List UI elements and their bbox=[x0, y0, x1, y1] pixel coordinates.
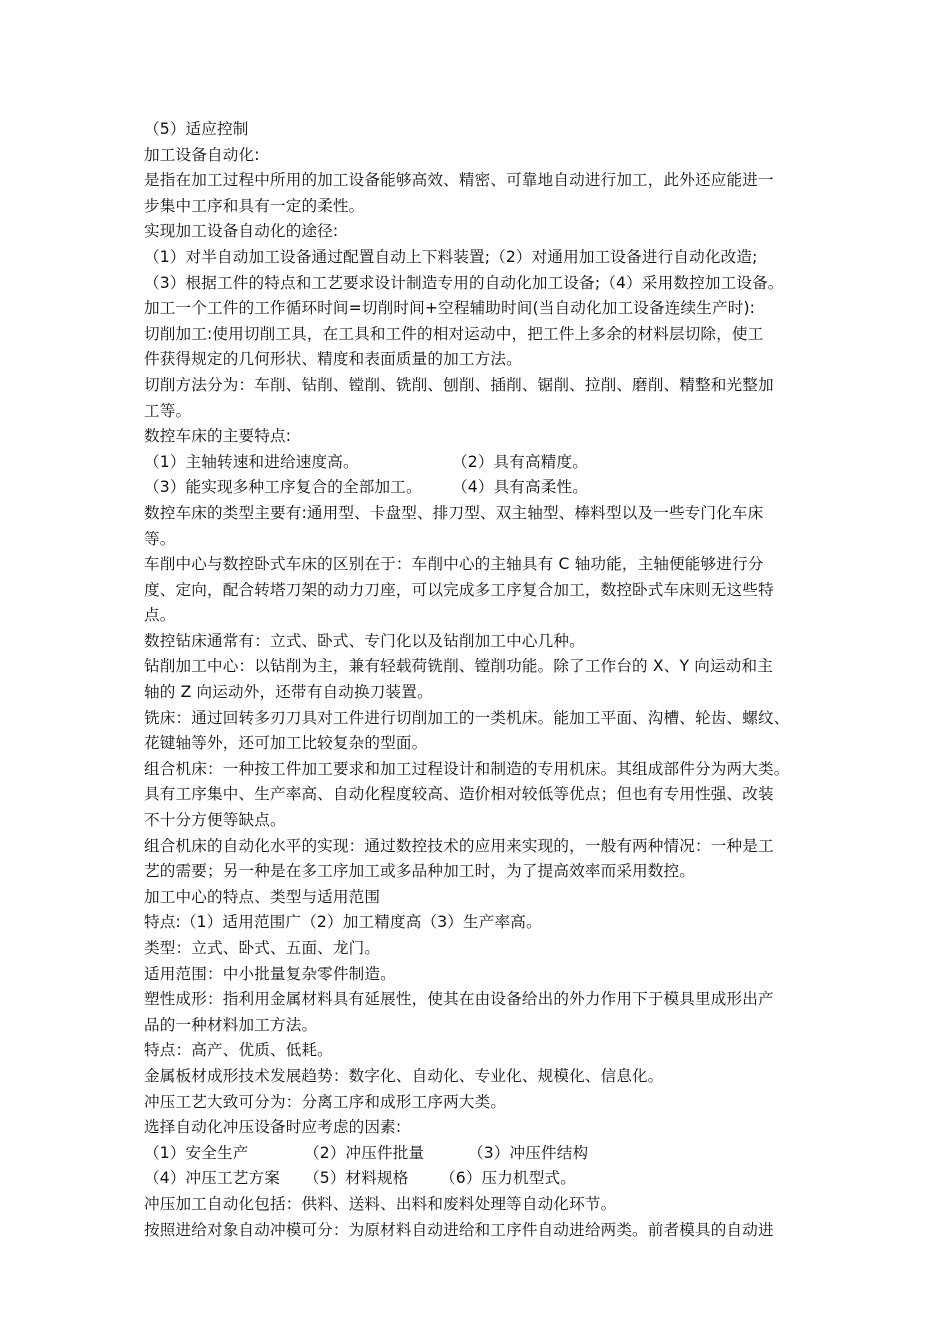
text-line: 钻削加工中心：以钻削为主，兼有轻载荷铣削、镗削功能。除了工作台的 X、Y 向运动和主 bbox=[144, 657, 773, 676]
text-line: 冲压加工自动化包括：供料、送料、出料和废料处理等自动化环节。 bbox=[144, 1194, 617, 1213]
text-line: 数控钻床通常有：立式、卧式、专门化以及钻削加工中心几种。 bbox=[144, 631, 585, 650]
feature-row bbox=[144, 450, 812, 476]
text-line: 金属板材成形技术发展趋势：数字化、自动化、专业化、规模化、信息化。 bbox=[144, 1066, 664, 1085]
text-line: 具有工序集中、生产率高、自动化程度较高、造价相对较低等优点；但也有专用性强、改装 bbox=[144, 785, 774, 804]
text-line: 步集中工序和具有一定的柔性。 bbox=[144, 196, 365, 215]
factor-item: （1）安全生产 bbox=[144, 1143, 249, 1162]
text-line: 塑性成形：指利用金属材料具有延展性，使其在由设备给出的外力作用下于模具里成形出产 bbox=[144, 990, 774, 1009]
text-line: 加工设备自动化: bbox=[144, 145, 260, 164]
text-line: 车削中心与数控卧式车床的区别在于：车削中心的主轴具有 C 轴功能，主轴便能够进行分 bbox=[144, 555, 764, 574]
document-body bbox=[144, 117, 812, 1243]
text-line: 轴的 Z 向运动外，还带有自动换刀装置。 bbox=[144, 683, 433, 702]
feature-item: （4）具有高柔性。 bbox=[452, 478, 589, 497]
factor-item: （3）冲压件结构 bbox=[468, 1143, 589, 1162]
text-line: （3）根据工件的特点和工艺要求设计制造专用的自动化加工设备;（4）采用数控加工设备。 bbox=[144, 273, 784, 292]
text-line: 是指在加工过程中所用的加工设备能够高效、精密、可靠地自动进行加工，此外还应能进一 bbox=[144, 171, 774, 190]
text-line: （1）对半自动加工设备通过配置自动上下料装置;（2）对通用加工设备进行自动化改造; bbox=[144, 247, 758, 266]
text-line: 组合机床：一种按工件加工要求和加工过程设计和制造的专用机床。其组成部件分为两大类。 bbox=[144, 759, 790, 778]
text-line: 按照进给对象自动冲模可分：为原材料自动进给和工序件自动进给两类。前者模具的自动进 bbox=[144, 1220, 774, 1239]
text-line: 度、定向，配合转塔刀架的动力刀座，可以完成多工序复合加工，数控卧式车床则无这些特 bbox=[144, 580, 774, 599]
text-line: 冲压工艺大致可分为：分离工序和成形工序两大类。 bbox=[144, 1092, 507, 1111]
feature-item: （1）主轴转速和进给速度高。 bbox=[144, 452, 359, 471]
text-line: 加工一个工件的工作循环时间=切削时间+空程辅助时间(当自动化加工设备连续生产时): bbox=[144, 299, 756, 318]
feature-item: （2）具有高精度。 bbox=[452, 452, 589, 471]
feature-row bbox=[144, 475, 812, 501]
text-line: 花键轴等外，还可加工比较复杂的型面。 bbox=[144, 734, 428, 753]
factor-item: （4）冲压工艺方案 bbox=[144, 1169, 281, 1188]
text-line: 数控车床的类型主要有:通用型、卡盘型、排刀型、双主轴型、棒料型以及一些专门化车床 bbox=[144, 503, 764, 522]
text-line: 品的一种材料加工方法。 bbox=[144, 1015, 318, 1034]
text-line: 特点：高产、优质、低耗。 bbox=[144, 1041, 333, 1060]
text-line: 切削加工:使用切削工具，在工具和工件的相对运动中，把工件上多余的材料层切除，使工 bbox=[144, 324, 764, 343]
text-line: 选择自动化冲压设备时应考虑的因素: bbox=[144, 1118, 402, 1137]
factor-item: （2）冲压件批量 bbox=[304, 1143, 425, 1162]
text-line: 加工中心的特点、类型与适用范围 bbox=[144, 887, 381, 906]
factor-row bbox=[144, 1166, 812, 1192]
text-line: 铣床：通过回转多刃刀具对工件进行切削加工的一类机床。能加工平面、沟槽、轮齿、螺纹、 bbox=[144, 708, 790, 727]
factor-item: （5）材料规格 bbox=[304, 1169, 409, 1188]
text-line: 等。 bbox=[144, 529, 176, 548]
text-line: 切削方法分为：车削、钻削、镗削、铣削、刨削、插削、锯削、拉削、磨削、精整和光整加 bbox=[144, 375, 774, 394]
text-line: 工等。 bbox=[144, 401, 192, 420]
feature-item: （3）能实现多种工序复合的全部加工。 bbox=[144, 478, 422, 497]
text-line: 件获得规定的几何形状、精度和表面质量的加工方法。 bbox=[144, 350, 522, 369]
text-line: 类型：立式、卧式、五面、龙门。 bbox=[144, 939, 381, 957]
text-line: 艺的需要；另一种是在多工序加工或多品种加工时，为了提高效率而采用数控。 bbox=[144, 862, 696, 881]
text-line: 组合机床的自动化水平的实现：通过数控技术的应用来实现的，一般有两种情况：一种是工 bbox=[144, 836, 774, 855]
factor-row bbox=[144, 1141, 812, 1167]
text-line: 特点:（1）适用范围广（2）加工精度高（3）生产率高。 bbox=[144, 913, 542, 932]
text-line: 实现加工设备自动化的途径: bbox=[144, 222, 339, 241]
text-line: 点。 bbox=[144, 606, 176, 625]
text-line: 不十分方便等缺点。 bbox=[144, 811, 286, 830]
factor-item: （6）压力机型式。 bbox=[440, 1169, 577, 1188]
text-line: 适用范围：中小批量复杂零件制造。 bbox=[144, 964, 396, 983]
text-line: 数控车床的主要特点: bbox=[144, 427, 292, 446]
text-line: （5）适应控制 bbox=[144, 120, 249, 138]
